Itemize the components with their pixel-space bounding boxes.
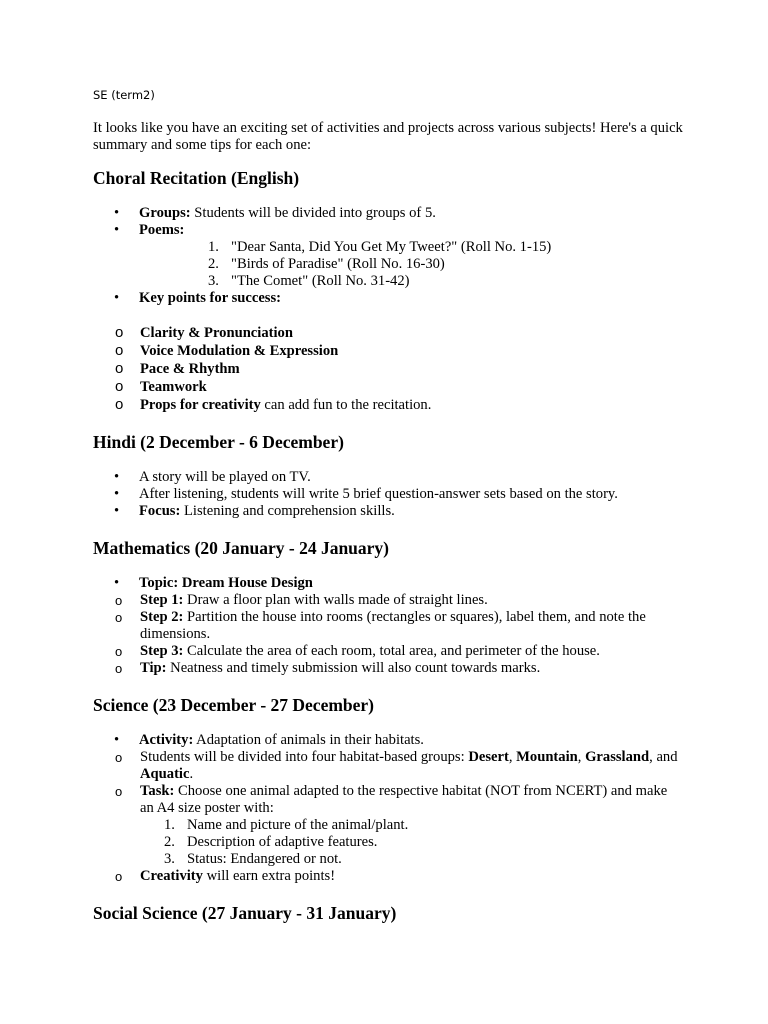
- math-heading: Mathematics (20 January - 24 January): [93, 538, 390, 558]
- document-body: [93, 120, 683, 940]
- math-topic: Topic: Dream House Design: [139, 575, 313, 591]
- choral-poems-item: [93, 222, 683, 290]
- poems-list: [139, 239, 683, 290]
- key-point-item: o Voice Modulation & Expression: [115, 342, 339, 359]
- math-step-item: o Step 2: Partition the house into rooms (rectangles or squares), label them, and note the dimensions.: [115, 609, 646, 642]
- science-creativity-item: o Creativity will earn extra points!: [115, 868, 336, 884]
- math-step-item: o Tip: Neatness and timely submission will also count towards marks.: [115, 660, 541, 676]
- science-list: [93, 732, 683, 885]
- key-point-item: o Teamwork: [115, 378, 207, 395]
- math-topic-item: [93, 575, 683, 677]
- poster-list: [93, 817, 683, 868]
- science-task-item: o Task: Choose one animal adapted to the respective habitat (NOT from NCERT) and make an A4 size poster with: 1. Name and picture of the animal/plant. 2. Description of adaptive features. 3. Status: Endangered or not.: [93, 783, 683, 868]
- poem-title: "Dear Santa, Did You Get My Tweet?" (Roll No. 1-15): [231, 239, 552, 255]
- poem-title: "Birds of Paradise" (Roll No. 16-30): [231, 256, 445, 272]
- hindi-heading: Hindi (2 December - 6 December): [93, 432, 344, 452]
- choral-heading: Choral Recitation (English): [93, 168, 300, 188]
- choral-list: [93, 205, 683, 414]
- poems-label: Poems:: [139, 222, 185, 238]
- groups-label: Groups:: [139, 205, 191, 221]
- math-steps-list: [93, 592, 683, 677]
- page-header-label: SE (term2): [93, 88, 155, 102]
- poster-item: 1. Name and picture of the animal/plant.: [164, 817, 409, 833]
- hindi-item: • A story will be played on TV.: [93, 469, 683, 486]
- poem-item: 2. "Birds of Paradise" (Roll No. 16-30): [208, 256, 445, 272]
- poem-item: 3. "The Comet" (Roll No. 31-42): [208, 273, 410, 289]
- groups-text: Students will be divided into groups of 5.: [190, 205, 436, 221]
- math-list: [93, 575, 683, 677]
- key-point-item: o Pace & Rhythm: [115, 360, 240, 377]
- science-sub-list: [93, 749, 683, 885]
- key-point-item: o Clarity & Pronunciation: [115, 324, 293, 341]
- hindi-item: • After listening, students will write 5 brief question-answer sets based on the story.: [93, 486, 683, 503]
- hindi-list: [93, 469, 683, 520]
- science-groups-item: o Students will be divided into four habitat-based groups: Desert, Mountain, Grassland, and Aquatic.: [115, 749, 678, 782]
- math-step-item: o Step 3: Calculate the area of each room, total area, and perimeter of the house.: [115, 643, 600, 659]
- poster-item: 2. Description of adaptive features.: [164, 834, 378, 850]
- poem-item: 1. "Dear Santa, Did You Get My Tweet?" (Roll No. 1-15): [208, 239, 552, 255]
- key-points-list: [93, 324, 683, 414]
- hindi-focus-item: • Focus: Listening and comprehension skills.: [93, 503, 683, 520]
- social-heading: Social Science (27 January - 31 January): [93, 903, 397, 923]
- science-heading: Science (23 December - 27 December): [93, 695, 375, 715]
- choral-groups-item: [93, 205, 683, 222]
- science-activity-item: • Activity: Adaptation of animals in their habitats. o Students will be divided into four habitat-based groups: Desert, Mountain, Grassland, and Aquatic. o Task: Choose one animal adapted to the respective habitat (NOT from NCERT) and make an A4 size poster with: 1. Name and picture of the animal/plant. 2. Description of adaptive features. 3. Status: Endangered or not. o Creativity will earn extra points!: [93, 732, 683, 885]
- choral-key-points-item: [93, 290, 683, 414]
- intro-paragraph: It looks like you have an exciting set of activities and projects across various subjects! Here's a quick summary and some tips for each one:: [93, 120, 683, 153]
- key-point-item: o Props for creativity can add fun to the recitation.: [115, 396, 432, 413]
- poem-title: "The Comet" (Roll No. 31-42): [231, 273, 410, 289]
- poster-item: 3. Status: Endangered or not.: [164, 851, 342, 867]
- key-points-label: Key points for success:: [139, 290, 282, 306]
- math-step-item: o Step 1: Draw a floor plan with walls made of straight lines.: [115, 592, 488, 608]
